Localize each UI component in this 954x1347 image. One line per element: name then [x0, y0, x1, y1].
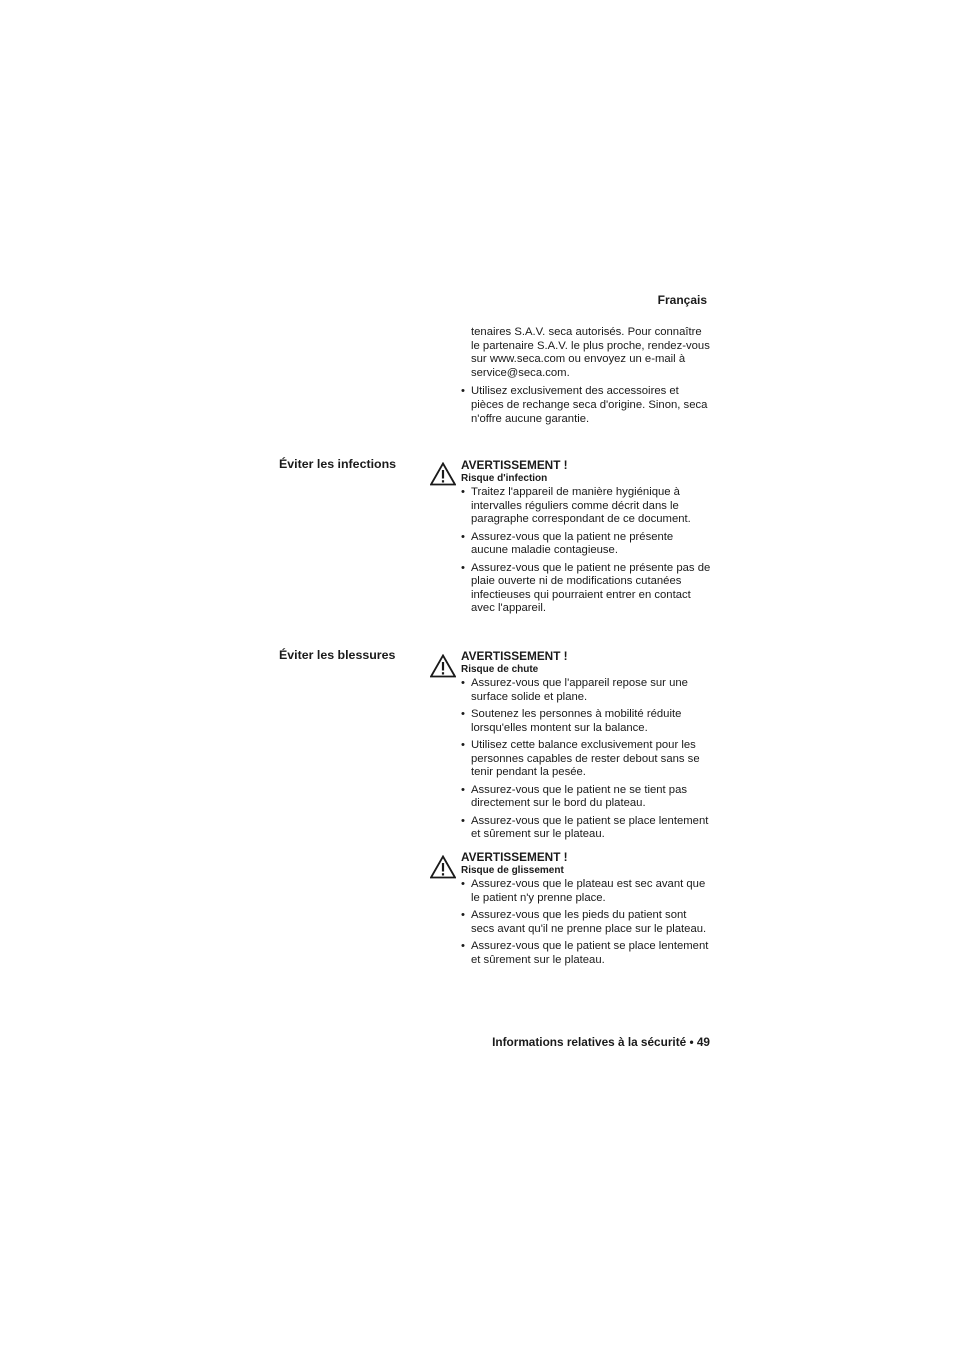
list-item: • Traitez l'appareil de manière hygiénique à intervalles réguliers comme décrit dans le paragraphe correspondant de ce document.: [461, 486, 711, 527]
page-footer: Informations relatives à la sécurité • 49: [492, 1035, 710, 1049]
list-item: • Assurez-vous que le patient se place lentement et sûrement sur le plateau.: [461, 940, 711, 967]
warning-heading: AVERTISSEMENT !: [461, 458, 568, 472]
warning-triangle-icon: [430, 855, 456, 879]
list-item: • Assurez-vous que le patient se place lentement et sûrement sur le plateau.: [461, 815, 711, 842]
intro-continued-text: tenaires S.A.V. seca autorisés. Pour connaître le partenaire S.A.V. le plus proche, rendez-vous sur www.seca.com ou envoyez un e-mail à service@seca.com.: [471, 326, 710, 379]
list-item: • Assurez-vous que l'appareil repose sur une surface solide et plane.: [461, 677, 711, 704]
intro-bullet-list: [461, 385, 711, 426]
intro-block: [461, 326, 711, 430]
language-label: Français: [657, 293, 707, 307]
warning-heading: AVERTISSEMENT !: [461, 850, 568, 864]
warning-block-infection: [461, 458, 711, 620]
list-item: • Assurez-vous que la patient ne présente aucune maladie contagieuse.: [461, 531, 711, 558]
list-item: • Utilisez exclusivement des accessoires et pièces de rechange seca d'origine. Sinon, seca n'offre aucune garantie.: [461, 385, 711, 426]
warning-subheading: Risque d'infection: [461, 473, 548, 484]
warning-subheading: Risque de chute: [461, 664, 539, 675]
list-item: • Assurez-vous que le patient ne présente pas de plaie ouverte ni de modifications cutanées infectieuses qui pourraient entrer en contact avec l'appareil.: [461, 562, 711, 616]
warning-subheading: Risque de glissement: [461, 865, 564, 876]
warning-heading: AVERTISSEMENT !: [461, 649, 568, 663]
list-item: • Assurez-vous que les pieds du patient sont secs avant qu'il ne prenne place sur le plateau.: [461, 909, 711, 936]
list-item: • Soutenez les personnes à mobilité réduite lorsqu'elles montent sur la balance.: [461, 708, 711, 735]
warning-triangle-icon: [430, 462, 456, 486]
warning-bullet-list: [461, 486, 711, 616]
warning-triangle-icon: [430, 654, 456, 678]
warning-bullet-list: [461, 878, 711, 967]
warning-block-fall: [461, 649, 711, 846]
warning-bullet-list: [461, 677, 711, 842]
list-item: • Utilisez cette balance exclusivement pour les personnes capables de rester debout sans se tenir pendant la pesée.: [461, 739, 711, 780]
section-title-injuries: Éviter les blessures: [279, 648, 396, 662]
warning-block-slip: [461, 850, 711, 971]
list-item: • Assurez-vous que le patient ne se tient pas directement sur le bord du plateau.: [461, 784, 711, 811]
list-item: • Assurez-vous que le plateau est sec avant que le patient n'y prenne place.: [461, 878, 711, 905]
section-title-infections: Éviter les infections: [279, 457, 397, 471]
